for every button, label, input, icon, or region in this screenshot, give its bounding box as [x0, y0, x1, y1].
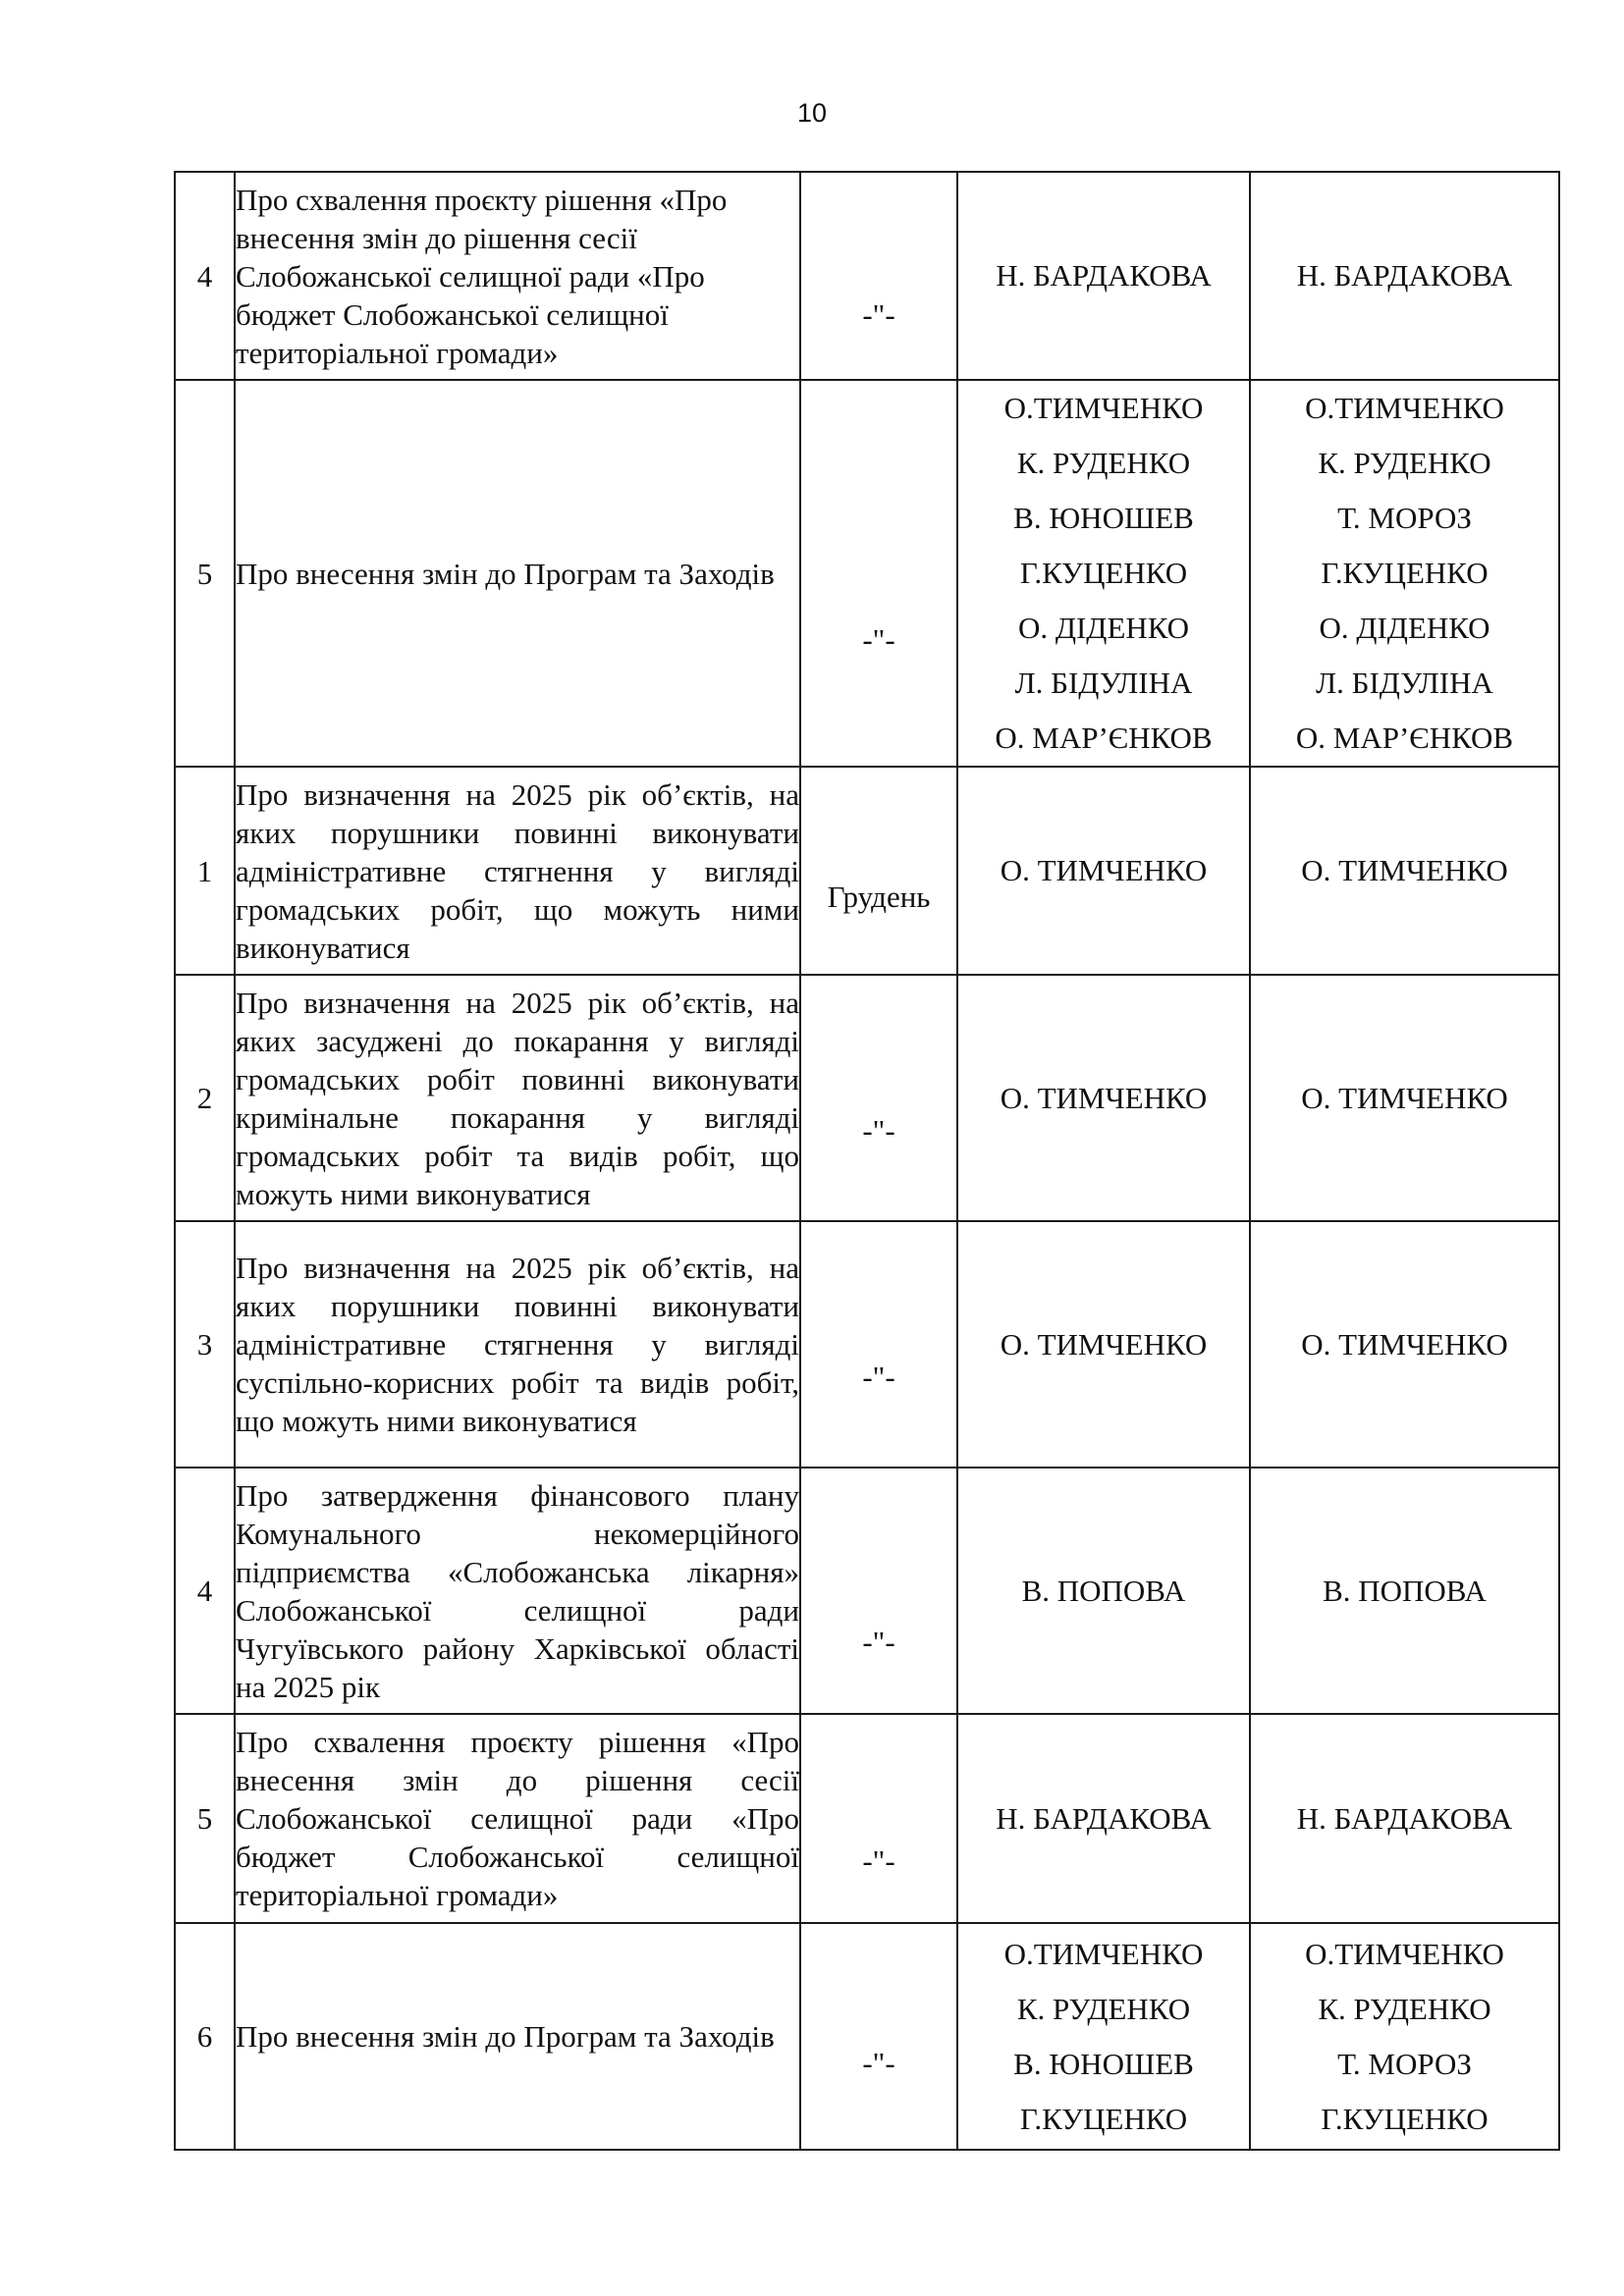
reporter-cell	[1250, 1923, 1559, 2150]
row-number: 2	[175, 975, 235, 1221]
table-row	[175, 1714, 1559, 1923]
responsible-person: В. ЮНОШЕВ	[1013, 2046, 1194, 2081]
agenda-topic: Про визначення на 2025 рік об’єктів, на яких порушники повинні виконувати адміністративне стягнення у вигляді суспільно-корисних робіт та видів робіт, що можуть ними виконуватися	[235, 1221, 800, 1468]
responsible-person: К. РУДЕНКО	[1016, 1991, 1191, 2026]
reporter-cell	[1250, 1714, 1559, 1923]
responsible-cell	[957, 1923, 1250, 2150]
responsible-cell	[957, 172, 1250, 380]
responsible-person: О. ТИМЧЕНКО	[1000, 1326, 1208, 1362]
reporter-person: О. МАР’ЄНКОВ	[1295, 721, 1514, 755]
work-plan-table	[174, 171, 1560, 2151]
row-number: 3	[175, 1221, 235, 1468]
responsible-person: Н. БАРДАКОВА	[996, 1800, 1212, 1836]
table-row	[175, 1923, 1559, 2150]
reporter-cell	[1250, 1468, 1559, 1714]
responsible-person: О.ТИМЧЕНКО	[1003, 1936, 1204, 1971]
table-row	[175, 1468, 1559, 1714]
row-number: 5	[175, 1714, 235, 1923]
row-number: 6	[175, 1923, 235, 2150]
reporter-person: К. РУДЕНКО	[1318, 1991, 1491, 2026]
responsible-person: О. ДІДЕНКО	[1017, 611, 1190, 645]
responsible-person: О. МАР’ЄНКОВ	[995, 721, 1213, 755]
responsible-person: В. ПОПОВА	[1021, 1573, 1186, 1608]
row-number: 4	[175, 172, 235, 380]
reporter-person: Л. БІДУЛІНА	[1316, 666, 1493, 700]
table-row	[175, 172, 1559, 380]
reporter-person: О. ТИМЧЕНКО	[1301, 1326, 1508, 1362]
agenda-topic: Про схвалення проєкту рішення «Про внесення змін до рішення сесії Слобожанської селищної ради «Про бюджет Слобожанської селищної територіальної громади»	[235, 1714, 800, 1923]
reporter-person: Н. БАРДАКОВА	[1296, 1800, 1513, 1836]
responsible-cell	[957, 1468, 1250, 1714]
reporter-cell	[1250, 172, 1559, 380]
reporter-person: К. РУДЕНКО	[1318, 446, 1491, 480]
responsible-person: О. ТИМЧЕНКО	[1000, 1080, 1208, 1115]
reporter-cell	[1250, 767, 1559, 975]
reporter-cell	[1250, 1221, 1559, 1468]
responsible-person: Л. БІДУЛІНА	[1014, 666, 1193, 700]
agenda-topic: Про внесення змін до Програм та Заходів	[235, 380, 800, 767]
agenda-topic: Про визначення на 2025 рік об’єктів, на яких засуджені до покарання у вигляді громадських робіт повинні виконувати кримінальне покарання у вигляді громадських робіт та видів робіт, що можуть ними виконуватися	[235, 975, 800, 1221]
responsible-cell	[957, 1221, 1250, 1468]
term-cell: -"-	[800, 1923, 957, 2150]
table-row	[175, 380, 1559, 767]
term-cell: -"-	[800, 975, 957, 1221]
table-row	[175, 1221, 1559, 1468]
reporter-person: Г.КУЦЕНКО	[1321, 2101, 1489, 2136]
responsible-person: Г.КУЦЕНКО	[1019, 556, 1188, 590]
responsible-person: К. РУДЕНКО	[1016, 446, 1191, 480]
reporter-person: О. ТИМЧЕНКО	[1301, 1080, 1508, 1115]
responsible-cell	[957, 975, 1250, 1221]
reporter-person: Н. БАРДАКОВА	[1296, 258, 1513, 293]
responsible-cell	[957, 767, 1250, 975]
reporter-person: О. ТИМЧЕНКО	[1301, 853, 1508, 887]
term-cell: Грудень	[800, 767, 957, 975]
responsible-cell	[957, 380, 1250, 767]
reporter-person: В. ПОПОВА	[1323, 1573, 1487, 1608]
reporter-cell	[1250, 380, 1559, 767]
agenda-topic: Про внесення змін до Програм та Заходів	[235, 1923, 800, 2150]
reporter-person: О.ТИМЧЕНКО	[1305, 1936, 1504, 1971]
reporter-person: О. ДІДЕНКО	[1319, 611, 1490, 645]
responsible-person: Н. БАРДАКОВА	[996, 258, 1212, 293]
responsible-person: В. ЮНОШЕВ	[1013, 501, 1194, 535]
reporter-person: Т. МОРОЗ	[1337, 2046, 1472, 2081]
reporter-person: Г.КУЦЕНКО	[1321, 556, 1489, 590]
reporter-cell	[1250, 975, 1559, 1221]
responsible-cell	[957, 1714, 1250, 1923]
reporter-person: Т. МОРОЗ	[1337, 501, 1472, 535]
row-number: 4	[175, 1468, 235, 1714]
term-cell: -"-	[800, 1221, 957, 1468]
responsible-person: О.ТИМЧЕНКО	[1003, 391, 1204, 425]
term-cell: -"-	[800, 1714, 957, 1923]
agenda-topic: Про визначення на 2025 рік об’єктів, на яких порушники повинні виконувати адміністративне стягнення у вигляді громадських робіт, що можуть ними виконуватися	[235, 767, 800, 975]
page-number: 10	[796, 98, 828, 128]
row-number: 1	[175, 767, 235, 975]
reporter-person: О.ТИМЧЕНКО	[1305, 391, 1504, 425]
term-cell: -"-	[800, 380, 957, 767]
table-row	[175, 767, 1559, 975]
responsible-person: О. ТИМЧЕНКО	[1000, 853, 1208, 887]
table-row	[175, 975, 1559, 1221]
term-cell: -"-	[800, 172, 957, 380]
row-number: 5	[175, 380, 235, 767]
agenda-topic: Про схвалення проєкту рішення «Про внесення змін до рішення сесії Слобожанської селищної ради «Про бюджет Слобожанської селищної територіальної громади»	[235, 172, 800, 380]
agenda-topic: Про затвердження фінансового плану Комунального некомерційного підприємства «Слобожанська лікарня» Слобожанської селищної ради Чугуївського району Харківської області на 2025 рік	[235, 1468, 800, 1714]
responsible-person: Г.КУЦЕНКО	[1019, 2101, 1188, 2136]
term-cell: -"-	[800, 1468, 957, 1714]
